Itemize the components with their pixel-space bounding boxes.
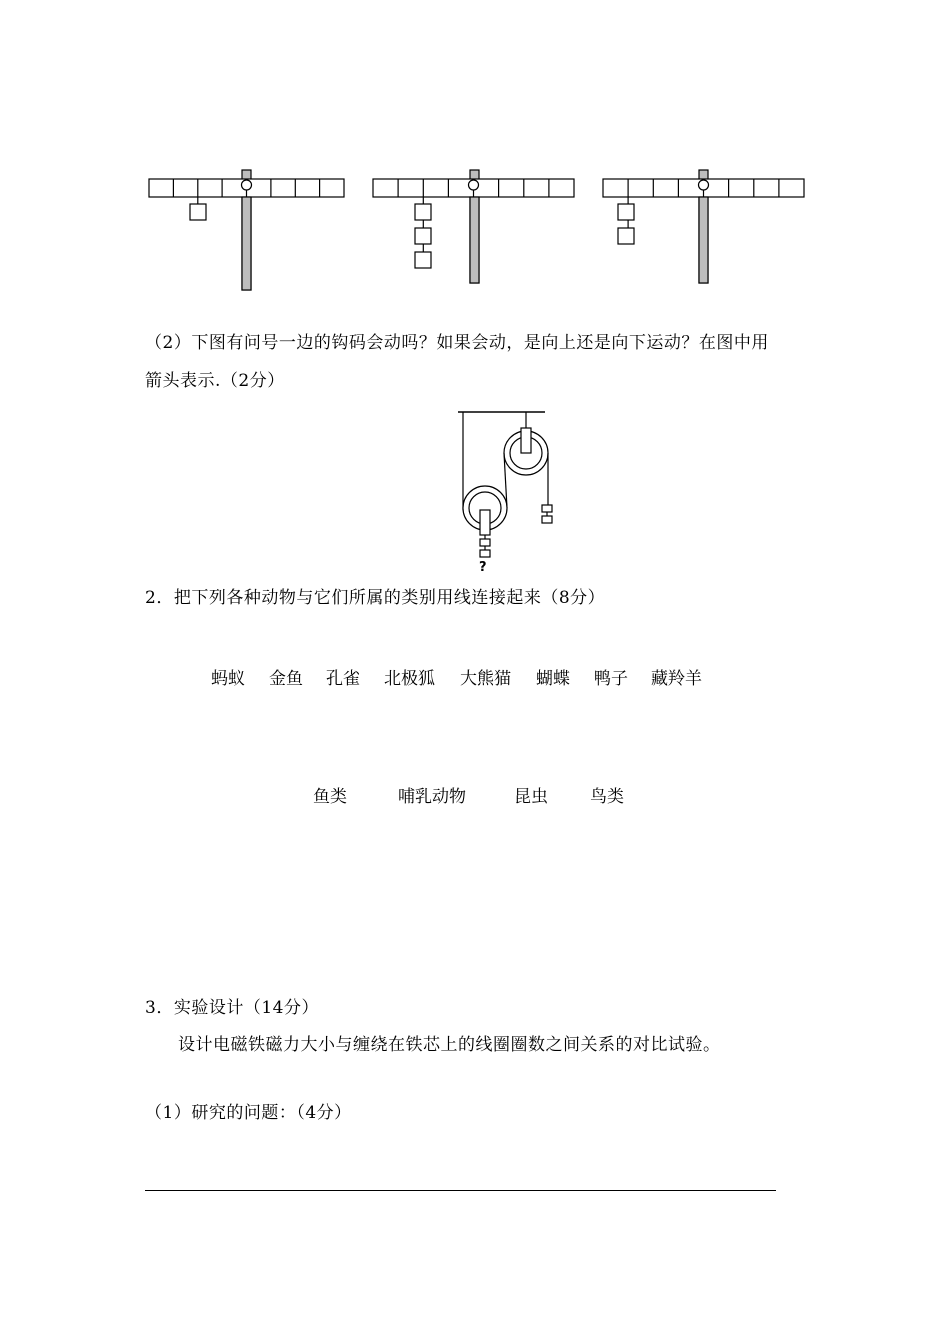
category-birds: 鸟类 [590,787,624,807]
question-3-description: 设计电磁铁磁力大小与缠绕在铁芯上的线圈圈数之间关系的对比试验。 [178,1035,721,1055]
question-3-title: 3．实验设计（14分） [145,998,319,1018]
animal-ant: 蚂蚁 [211,669,245,689]
question-1-part-2-line-2: 箭头表示.（2分） [145,371,285,391]
question-1-part-2-line-1: （2）下图有问号一边的钩码会动吗？如果会动，是向上还是向下运动？在图中用 [145,333,769,353]
category-fish: 鱼类 [313,787,347,807]
category-mammals: 哺乳动物 [398,787,466,807]
animal-butterfly: 蝴蝶 [536,669,570,689]
pulley-diagram [454,408,554,578]
category-insects: 昆虫 [514,787,548,807]
lever-diagram-3 [602,168,807,293]
question-2-title: 2．把下列各种动物与它们所属的类别用线连接起来（8分） [145,588,606,608]
lever-diagram-1 [148,168,348,293]
animal-giant-panda: 大熊猫 [460,669,511,689]
animal-tibetan-antelope: 藏羚羊 [651,669,702,689]
animal-peacock: 孔雀 [326,669,360,689]
animal-duck: 鸭子 [594,669,628,689]
question-3-part-1: （1）研究的问题：（4分） [145,1103,352,1123]
lever-diagram-2 [372,168,577,293]
animal-arctic-fox: 北极狐 [384,669,435,689]
animal-goldfish: 金鱼 [269,669,303,689]
question-mark-label: ? [479,560,487,575]
answer-line[interactable] [145,1190,776,1191]
